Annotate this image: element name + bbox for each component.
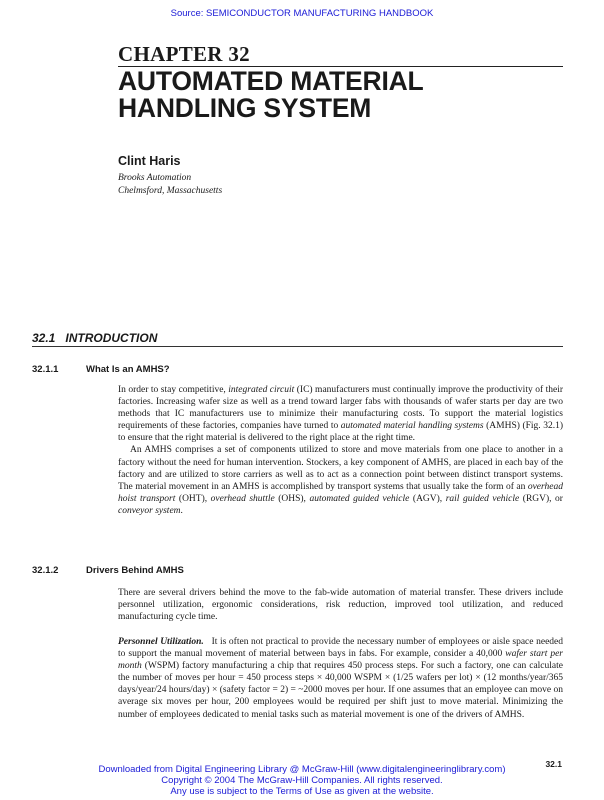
author-affiliation: Brooks Automation: [118, 173, 192, 183]
paragraph-1: In order to stay competitive, integrated circuit (IC) manufacturers must continually improve the productivity of their factories. Increasing wafer size as well as a trend toward larger fabs with thousands of wafer starts per day are two methods that IC manufacturers use to minimize their manufacturing costs. To support the material logistics requirements of these factories, companies have turned to automated material handling systems (AMHS) (Fig. 32.1) to ensure that the right material is delivered to the right place at the right time.: [118, 385, 564, 444]
subsection-title: Drivers Behind AMHS: [86, 565, 184, 576]
source-header-link[interactable]: Source: SEMICONDUCTOR MANUFACTURING HANDBOOK: [170, 8, 434, 19]
subsection-heading-1: [32, 364, 170, 375]
subsection-heading-2: [32, 565, 184, 576]
chapter-label: CHAPTER 32: [118, 42, 250, 66]
body-text-block-3: [118, 636, 566, 721]
section-number: 32.1: [32, 331, 56, 345]
body-text-block-1: [118, 384, 563, 517]
paragraph-4: Personnel Utilization. It is often not practical to provide the necessary number of employees or aisle space needed to support the manual movement of material between bays in fabs. For example, consider a 40,000 wafer start per month (WSPM) factory manufacturing a chip that requires 450 process steps. For such a factory, one can calculate the number of moves per hour = 450 process steps × 40,000 WSPM × (1/25 wafers per lot) × (12 months/year/365 days/year/24 hours/day) × (safety factor = 2) = ~2000 moves per hour. If one assumes that an employee can move on average six moves per hour, 200 employees would be required per shift just to move material. Minimizing the number of employees dedicated to menial tasks such as material movement is one of the drivers of AMHS.: [118, 637, 566, 720]
footer-copyright[interactable]: Copyright © 2004 The McGraw-Hill Companies. All rights reserved.: [161, 775, 443, 786]
subsection-number: 32.1.2: [32, 565, 59, 576]
section-heading: [32, 331, 157, 345]
section-title: INTRODUCTION: [65, 331, 158, 345]
paragraph-3: There are several drivers behind the move to the fab-wide automation of material transfer. These drivers include personnel utilization, ergonomic considerations, risk reduction, improved tool utilization, and reduced manufacturing cycle time.: [118, 588, 563, 623]
body-text-block-2: [118, 587, 563, 623]
run-in-heading: Personnel Utilization.: [118, 637, 204, 647]
paragraph-2: An AMHS comprises a set of components utilized to store and move materials from one place to another in a factory without the need for human intervention. Stockers, a key component of AMHS, are placed in each bay of the factory and are utilized to store carriers as well as to act as a connection point between distinct transport systems. The material movement in an AMHS is accomplished by transport systems that usually take the form of an overhead hoist transport (OHT), overhead shuttle (OHS), automated guided vehicle (AGV), rail guided vehicle (RGV), or conveyor system.: [118, 445, 563, 516]
footer-terms[interactable]: Any use is subject to the Terms of Use as given at the website.: [170, 786, 434, 797]
chapter-title: [118, 68, 424, 122]
author-affiliation-block: [118, 172, 222, 198]
title-line-2: HANDLING SYSTEM: [118, 93, 372, 123]
section-rule: [32, 346, 563, 347]
page-number: 32.1: [545, 759, 562, 769]
title-line-1: AUTOMATED MATERIAL: [118, 66, 424, 96]
subsection-number: 32.1.1: [32, 364, 59, 375]
footer-download-link[interactable]: Downloaded from Digital Engineering Library @ McGraw-Hill (www.digitalengineeringlibrary.com): [98, 764, 506, 775]
author-location: Chelmsford, Massachusetts: [118, 186, 223, 196]
author-name: Clint Haris: [118, 154, 181, 168]
subsection-title: What Is an AMHS?: [86, 364, 170, 375]
